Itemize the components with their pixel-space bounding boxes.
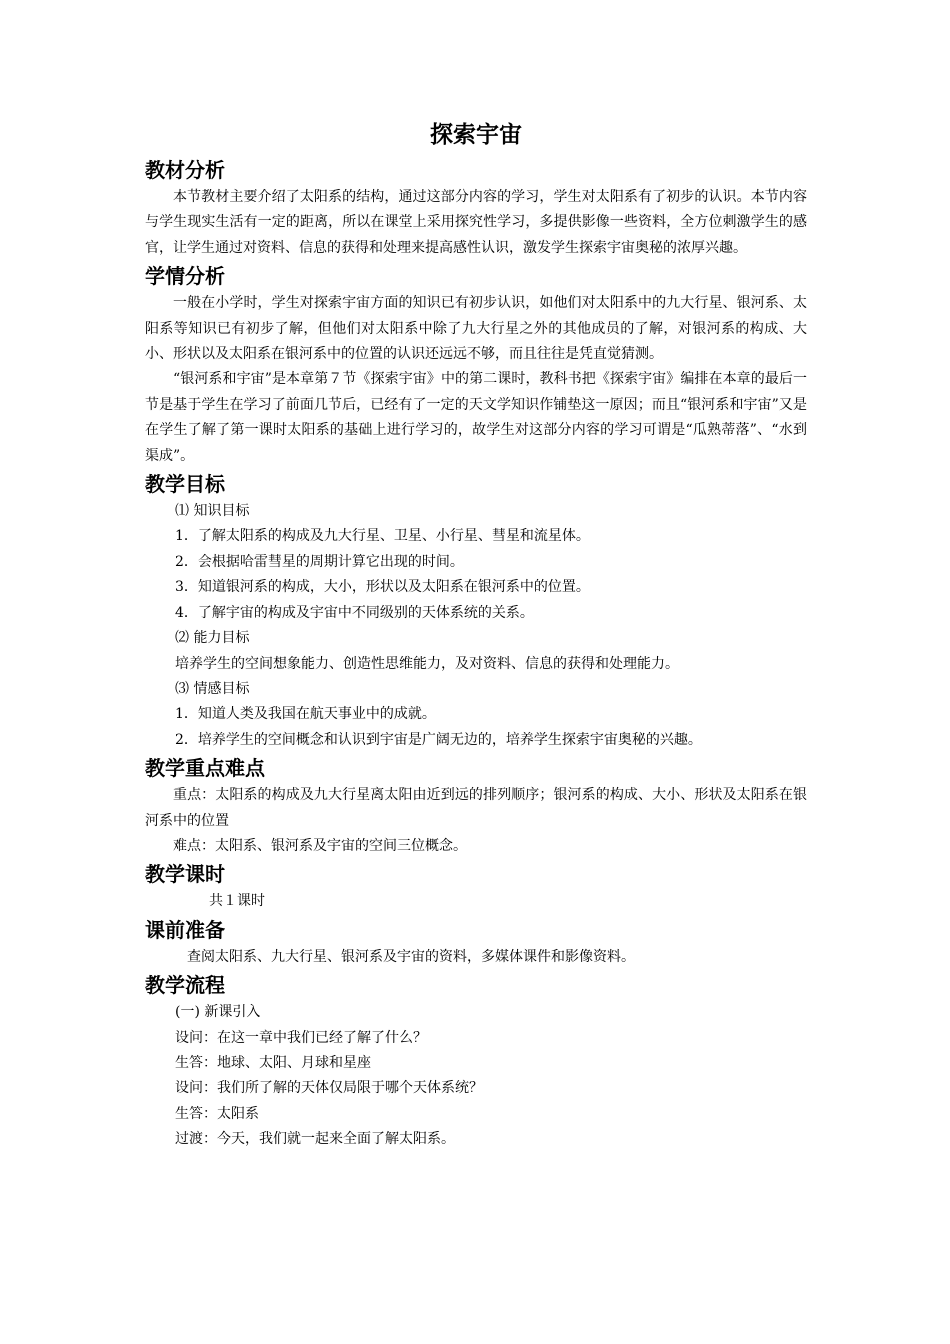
document-page [145,118,807,1153]
list-subheading: ⑴ 知识目标 [175,503,250,520]
section-heading-preparation: 课前准备 [145,917,225,942]
section-heading-student-analysis: 学情分析 [145,264,225,289]
dialogue-line: 设问：我们所了解的天体仅局限于哪个天体系统？ [175,1080,483,1097]
list-item: 1．知道人类及我国在航天事业中的成就。 [175,706,436,723]
list-item: 2．培养学生的空间概念和认识到宇宙是广阔无边的，培养学生探索宇宙奥秘的兴趣。 [175,731,702,748]
dialogue-line: 设问：在这一章中我们已经了解了什么？ [175,1029,427,1046]
list-item: 3．知道银河系的构成，大小，形状以及太阳系在银河系中的位置。 [175,579,590,596]
section-heading-teaching-process: 教学流程 [145,973,225,998]
list-subheading: ⑵ 能力目标 [175,630,250,647]
section-heading-teaching-goals: 教学目标 [145,472,225,497]
dialogue-line: 生答：地球、太阳、月球和星座 [175,1054,371,1071]
list-item: 4．了解宇宙的构成及宇宙中不同级别的天体系统的关系。 [175,604,534,621]
paragraph: 共１课时 [209,893,265,910]
paragraph: 难点：太阳系、银河系及宇宙的空间三位概念。 [173,837,467,854]
paragraph: 一般在小学时，学生对探索宇宙方面的知识已有初步认识，如他们对太阳系中的九大行星、银河系、太阳系等知识已有初步了解，但他们对太阳系中除了九大行星之外的其他成员的了解，对银河系的构成、大小、形状以及太阳系在银河系中的位置的认识还远远不够，而且往往是凭直觉猜测。 [145,295,807,363]
dialogue-line: 生答：太阳系 [175,1105,259,1122]
list-subheading: ⑶ 情感目标 [175,680,250,697]
paragraph: “银河系和宇宙”是本章第７节《探索宇宙》中的第二课时，教科书把《探索宇宙》编排在本章的最后一节是基于学生在学习了前面几节后，已经有了一定的天文学知识作铺垫这一原因；而且“银河系和宇宙”又是在学生了解了第一课时太阳系的基础上进行学习的，故学生对这部分内容的学习可谓是“瓜熟蒂落”、“水到渠成”。 [145,371,807,464]
list-item: 培养学生的空间想象能力、创造性思维能力，及对资料、信息的获得和处理能力。 [175,655,679,672]
section-heading-textbook-analysis: 教材分析 [145,158,225,182]
section-heading-key-points: 教学重点难点 [145,756,265,781]
paragraph: 重点：太阳系的构成及九大行星离太阳由近到远的排列顺序；银河系的构成、大小、形状及太阳系在银河系中的位置 [145,787,807,829]
dialogue-line: 过渡：今天，我们就一起来全面了解太阳系。 [175,1131,455,1148]
paragraph: 本节教材主要介绍了太阳系的结构，通过这部分内容的学习，学生对太阳系有了初步的认识。本节内容与学生现实生活有一定的距离，所以在课堂上采用探究性学习，多提供影像一些资料，全方位刺激学生的感官，让学生通过对资料、信息的获得和处理来提高感性认识，激发学生探索宇宙奥秘的浓厚兴趣。 [145,189,807,256]
list-item: 1．了解太阳系的构成及九大行星、卫星、小行星、彗星和流星体。 [175,528,590,545]
document-title: 探索宇宙 [430,122,522,148]
section-heading-class-hours: 教学课时 [145,862,225,887]
list-item: 2．会根据哈雷彗星的周期计算它出现的时间。 [175,553,464,570]
paragraph: 查阅太阳系、九大行星、银河系及宇宙的资料，多媒体课件和影像资料。 [187,948,635,965]
list-subheading: (一) 新课引入 [175,1004,261,1021]
